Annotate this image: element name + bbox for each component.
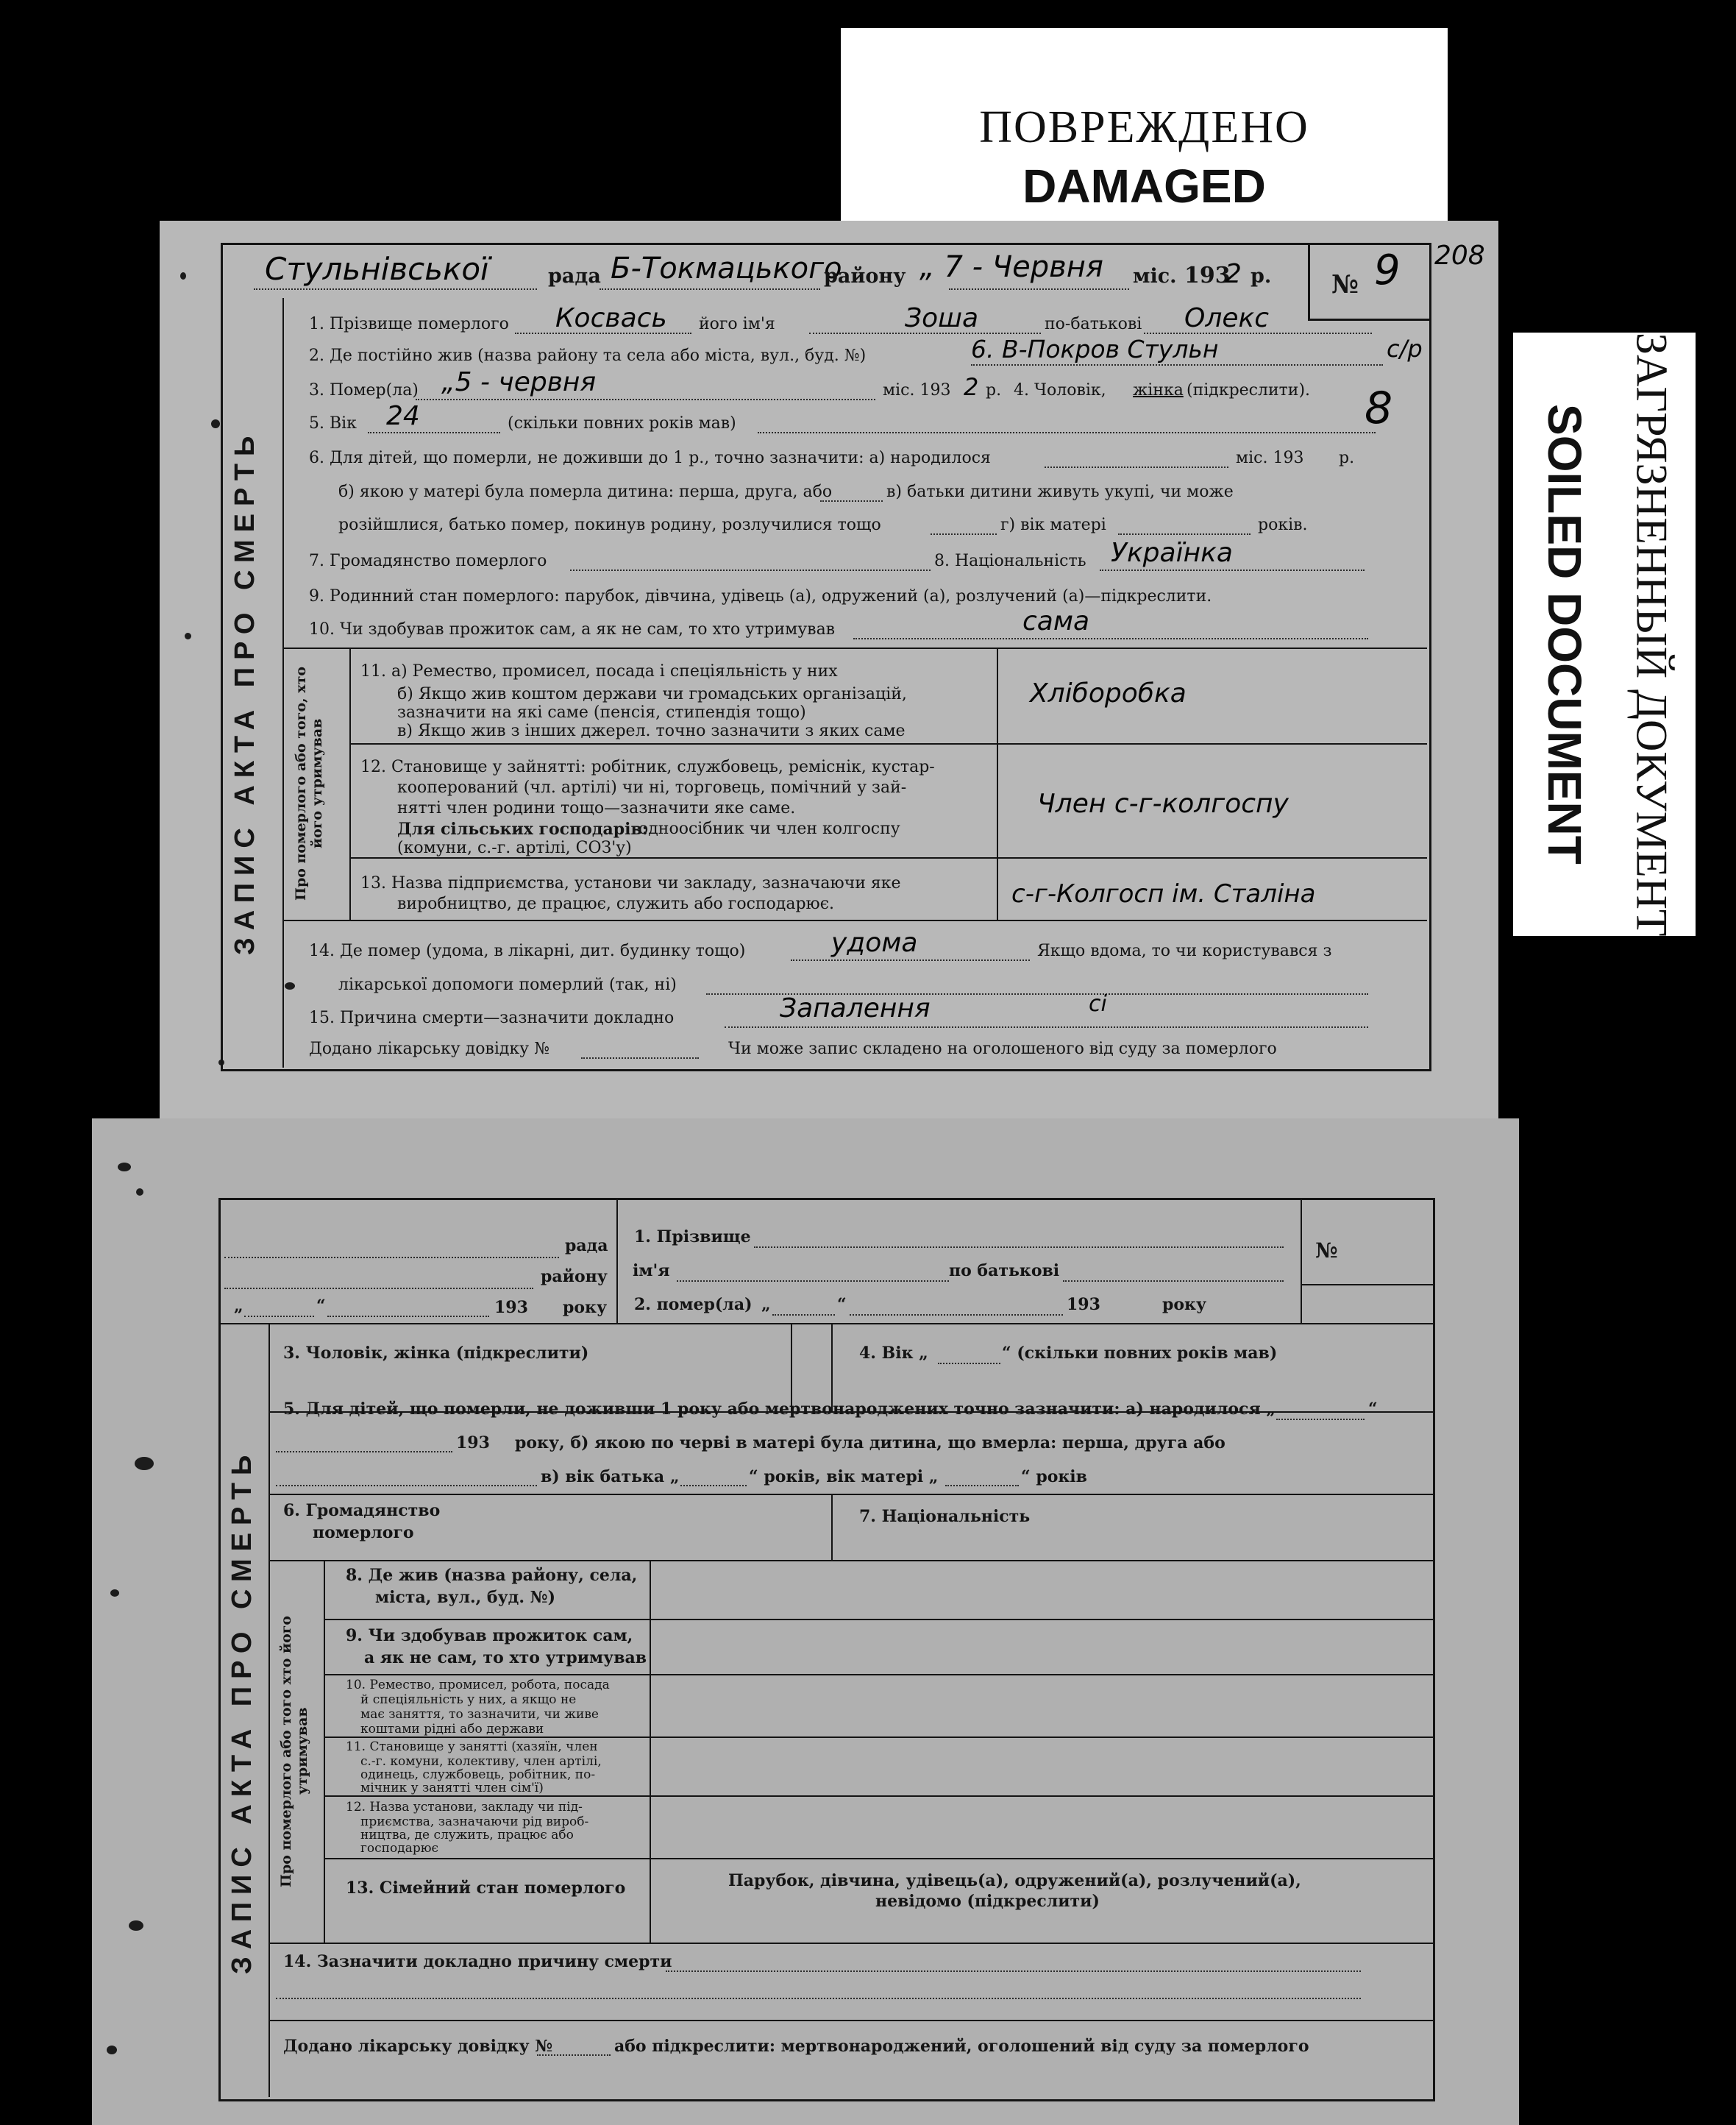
- deceased-surname-label: 1. Прізвище померлого: [309, 315, 509, 333]
- lower-workplace-label-2: приємства, зазначаючи рід вироб-: [360, 1814, 589, 1829]
- cause-of-death-handwritten-2: сі: [1089, 991, 1107, 1017]
- state-support-detail: зазначити на які саме (пенсія, стипендія тощо): [397, 703, 806, 722]
- lower-medical-certificate-label: Додано лікарську довідку №: [283, 2037, 553, 2056]
- age-margin-handwritten: 8: [1365, 383, 1393, 434]
- child-born-month-year: міс. 193: [1236, 449, 1304, 467]
- record-year-handwritten: 2: [1225, 259, 1242, 289]
- lower-residence-label-2: міста, вул., буд. №): [375, 1588, 555, 1607]
- lower-rada-label: рада: [565, 1236, 608, 1255]
- child-born-label: 6. Для дітей, що померли, не доживши до 1 р., точно зазначити: а) народилося: [309, 449, 991, 467]
- age-handwritten: 24: [386, 401, 420, 431]
- child-born-r: р.: [1339, 449, 1355, 467]
- sex-female-underlined: жінка: [1133, 381, 1184, 400]
- lower-cause-of-death-label: 14. Зазначити докладно причину смерти: [283, 1952, 672, 1971]
- lower-father-age-label: в) вік батька „: [541, 1467, 680, 1486]
- occupation-handwritten: Хліборобка: [1030, 678, 1187, 709]
- lower-marital-status-options: Парубок, дівчина, удівець(а), одружений(а), розлучений(а),: [728, 1871, 1301, 1890]
- lower-death-close-quote: “: [837, 1295, 847, 1314]
- deceased-patronymic-handwritten: Олекс: [1184, 303, 1270, 333]
- lower-occupation-label-3: має заняття, то зазначити, чи живе: [360, 1707, 599, 1722]
- lower-child-order-label: року, б) якою по черві в матері була дитина, що вмерла: перша, друга або: [515, 1433, 1225, 1452]
- deceased-surname-handwritten: Косвась: [555, 303, 667, 333]
- lower-workplace-label-3: ництва, де служить, працює або: [360, 1828, 574, 1842]
- residence-handwritten: 6. В-Покров Стульн: [971, 335, 1219, 363]
- lower-date-open-quote: „: [234, 1296, 243, 1316]
- lower-marital-status-options-2: невідомо (підкреслити): [875, 1892, 1100, 1911]
- child-order-label: б) якою у матері була померла дитина: перша, друга, або: [338, 483, 833, 501]
- soiled-tag-en: SOILED DOCUMENT: [1538, 404, 1591, 865]
- lower-age-note: “ (скільки повних років мав): [1002, 1344, 1278, 1363]
- soiled-tag-ru: ЗАГРЯЗНЕННЫЙ ДОКУМЕНТ: [1627, 332, 1676, 937]
- other-income-label: в) Якщо жив з інших джерел. точно зазначити з яких саме: [397, 722, 906, 740]
- lower-date-close-quote: “: [316, 1296, 326, 1316]
- lower-workplace-label: 12. Назва установи, закладу чи під-: [346, 1800, 583, 1814]
- lower-occupation-label-4: коштами рідні або держави: [360, 1722, 544, 1736]
- mother-age-years: років.: [1258, 516, 1308, 534]
- employment-status-handwritten: Член с-г-колгоспу: [1037, 789, 1289, 819]
- lower-child-born-year: 193: [456, 1433, 490, 1452]
- upper-side-title: ЗАПИС АКТА ПРО СМЕРТЬ: [230, 428, 260, 955]
- record-date-handwritten: „ 7 - Червня: [919, 250, 1103, 284]
- lower-marital-status-label: 13. Сімейний стан померлого: [346, 1879, 626, 1898]
- occupation-label: 11. а) Ремество, промисел, посада і спеціяльність у них: [360, 662, 838, 681]
- mother-age-label: г) вік матері: [1000, 516, 1106, 534]
- lower-mother-age-years: “ років: [1021, 1467, 1087, 1486]
- lower-workplace-label-4: господарює: [360, 1841, 439, 1856]
- nationality-label: 8. Національність: [934, 552, 1086, 570]
- citizenship-label: 7. Громадянство померлого: [309, 552, 547, 570]
- lower-name-label: ім'я: [633, 1261, 670, 1280]
- lower-employment-label: 11. Становище у занятті (хазяїн, член: [346, 1739, 598, 1754]
- lower-death-open-quote: „: [761, 1295, 771, 1314]
- place-of-death-handwritten: удома: [831, 928, 918, 958]
- lower-nationality-label: 7. Національність: [859, 1507, 1031, 1526]
- parents-status-label: розійшлися, батько помер, покинув родину, розлучилися тощо: [338, 516, 881, 534]
- damaged-tag-ru: ПОВРЕЖДЕНО: [979, 102, 1309, 152]
- employment-status-label: 12. Становище у зайнятті: робітник, службовець, реміснік, кустар-: [360, 758, 935, 776]
- parents-together-label: в) батьки дитини живуть укупі, чи може: [886, 483, 1234, 501]
- age-label: 5. Вік: [309, 414, 357, 433]
- record-year-print: 193: [1184, 263, 1231, 288]
- sex-label: 4. Чоловік,: [1014, 381, 1106, 400]
- lower-record-number-label: №: [1315, 1238, 1338, 1263]
- lower-sex-label: 3. Чоловік, жінка (підкреслити): [283, 1344, 589, 1363]
- record-month-label: міс.: [1133, 265, 1177, 288]
- residence-label: 2. Де постійно жив (назва району та села або міста, вул., буд. №): [309, 347, 867, 365]
- cause-of-death-label: 15. Причина смерти—зазначити докладно: [309, 1009, 675, 1027]
- lower-occupation-label-2: й спеціяльність у них, а якщо не: [360, 1692, 577, 1707]
- cause-of-death-handwritten: Запалення: [780, 993, 931, 1024]
- lower-livelihood-label-2: а як не сам, то хто утримував: [364, 1648, 647, 1667]
- lower-residence-label: 8. Де жив (назва району, села,: [346, 1566, 638, 1585]
- court-declared-label: Чи може запис складено на оголошеного від суду за померлого: [728, 1040, 1277, 1058]
- lower-surname-label: 1. Прізвище: [634, 1227, 751, 1246]
- rada-handwritten: Стульнівської: [265, 251, 489, 287]
- medical-certificate-label: Додано лікарську довідку №: [309, 1040, 549, 1058]
- lower-employment-label-3: одинець, службовець, робітник, по-: [360, 1767, 596, 1782]
- margin-number-handwritten: 208: [1434, 241, 1485, 271]
- death-month-label: міс. 193: [883, 381, 951, 400]
- record-year-r: р.: [1251, 265, 1272, 288]
- death-date-label: 3. Помер(ла): [309, 381, 419, 400]
- employment-status-line3: нятті член родини тощо—зазначити яке саме.: [397, 799, 796, 817]
- lower-patronymic-label: по батькові: [949, 1261, 1060, 1280]
- deceased-name-label: його ім'я: [699, 315, 775, 333]
- lower-age-label: 4. Вік „: [859, 1344, 928, 1363]
- farmers-options: одноосібник чи член колгоспу: [638, 820, 900, 838]
- workplace-label-line2: виробництво, де працює, служить або господарює.: [397, 895, 835, 913]
- rayon-label: району: [824, 265, 906, 288]
- deceased-name-handwritten: Зоша: [905, 303, 979, 333]
- lower-death-year-label: року: [1162, 1295, 1207, 1314]
- lower-child-born-close-quote: “: [1368, 1399, 1378, 1419]
- livelihood-handwritten: сама: [1022, 606, 1090, 636]
- rayon-handwritten: Б-Токмацького: [611, 252, 842, 285]
- lower-death-year: 193: [1067, 1295, 1100, 1314]
- lower-citizenship-label-2: померлого: [313, 1523, 414, 1542]
- deceased-patronymic-label: по-батькові: [1045, 315, 1142, 333]
- death-year-r: р.: [986, 381, 1002, 400]
- nationality-handwritten: Українка: [1111, 538, 1233, 568]
- lower-rayon-label: району: [541, 1267, 608, 1286]
- lower-subject-side-label: Про померлого або того хто його утримував: [278, 1615, 310, 1887]
- workplace-label: 13. Назва підприємства, установи чи закладу, зазначаючи яке: [360, 874, 901, 893]
- rada-label: рада: [548, 265, 601, 288]
- employment-status-line2: кооперований (чл. артілі) чи ні, торговець, помічний у зай-: [397, 778, 907, 797]
- farmers-options-line2: (комуни, с.-г. артілі, СОЗ'у): [397, 839, 632, 857]
- farmers-label: Для сільських господарів:: [397, 820, 648, 839]
- place-of-death-label: 14. Де помер (удома, в лікарні, дит. будинку тощо): [309, 942, 746, 960]
- lower-child-born-label: 5. Для дітей, що померли, не доживши 1 року або мертвонароджених точно зазначити: а) народилося „: [283, 1399, 1276, 1419]
- lower-record-year: 193: [494, 1298, 528, 1317]
- upper-subject-side-label: Про померлого або того, хто його утримував: [293, 667, 325, 901]
- lower-employment-label-2: с.-г. комуни, колективу, член артілі,: [360, 1754, 602, 1769]
- state-support-label: б) Якщо жив коштом держави чи громадських організацій,: [397, 685, 907, 703]
- lower-side-title: ЗАПИС АКТА ПРО СМЕРТЬ: [227, 1447, 257, 1974]
- record-number-label: №: [1331, 270, 1359, 299]
- lower-mother-age-label: “ років, вік матері „: [749, 1467, 939, 1486]
- lower-occupation-label: 10. Ремество, промисел, робота, посада: [346, 1678, 610, 1692]
- lower-livelihood-label: 9. Чи здобував прожиток сам,: [346, 1626, 633, 1645]
- damaged-tag: [841, 28, 1448, 233]
- residence-margin-handwritten: с/р: [1387, 335, 1423, 363]
- sex-note: (підкреслити).: [1187, 381, 1311, 400]
- lower-stillborn-options: або підкреслити: мертвонароджений, оголошений від суду за померлого: [614, 2037, 1309, 2056]
- lower-citizenship-label: 6. Громадянство: [283, 1501, 441, 1520]
- death-year-handwritten: 2: [964, 373, 979, 401]
- lower-employment-label-4: мічник у занятті член сім'ї): [360, 1781, 544, 1795]
- workplace-handwritten: с-г-Колгосп ім. Сталіна: [1011, 879, 1316, 909]
- record-number-handwritten: 9: [1374, 246, 1401, 294]
- lower-record-year-label: року: [563, 1298, 608, 1317]
- age-note: (скільки повних років мав): [508, 414, 736, 433]
- livelihood-label: 10. Чи здобував прожиток сам, а як не сам, то хто утримував: [309, 620, 836, 639]
- home-medical-help-label: Якщо вдома, то чи користувався з: [1037, 942, 1332, 960]
- damaged-tag-en: DAMAGED: [1022, 160, 1266, 213]
- soiled-tag: [1513, 333, 1696, 936]
- marital-status-label: 9. Родинний стан померлого: парубок, дівчина, удівець (а), одружений (а), розлучений (а)—підкреслити.: [309, 587, 1212, 606]
- lower-death-label: 2. помер(ла): [634, 1295, 753, 1314]
- medical-help-line2: лікарської допомоги померлий (так, ні): [338, 976, 677, 994]
- upper-number-box: [1308, 243, 1431, 321]
- death-date-handwritten: „5 - червня: [441, 367, 597, 397]
